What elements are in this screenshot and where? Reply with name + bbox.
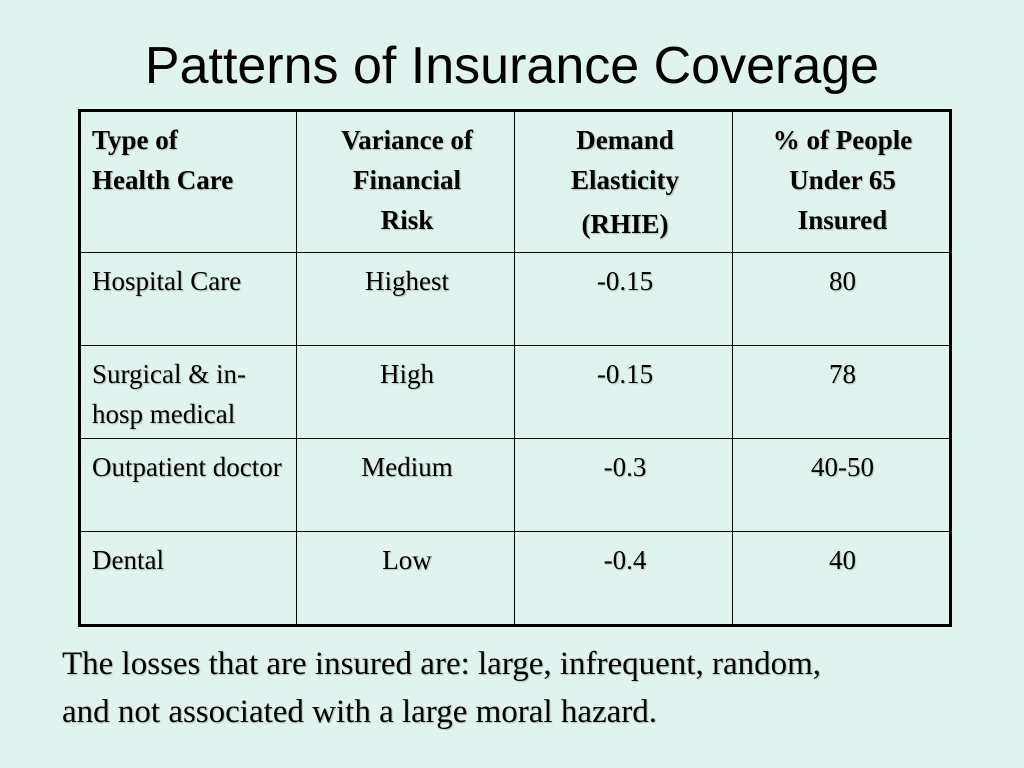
cell-type: Dental [80, 532, 297, 626]
header-text-line: Financial [352, 165, 461, 195]
cell-insured: 78 [733, 346, 951, 439]
header-text-line: Type of [92, 125, 178, 155]
slide-caption [62, 640, 982, 736]
slide-title: Patterns of Insurance Coverage [144, 37, 880, 95]
cell-elasticity: -0.15 [515, 253, 733, 346]
table-header-row [80, 111, 951, 253]
cell-type: Hospital Care [80, 253, 297, 346]
caption-line: and not associated with a large moral hazard. [62, 694, 657, 730]
header-type-of-health-care [80, 111, 297, 253]
header-text-line: Risk [380, 205, 434, 235]
header-text-line: Demand [576, 125, 674, 155]
cell-variance: Medium [297, 439, 515, 532]
cell-elasticity: -0.15 [515, 346, 733, 439]
table-row [80, 439, 951, 532]
cell-insured: 80 [733, 253, 951, 346]
cell-variance: Highest [297, 253, 515, 346]
header-text-line: Under 65 [789, 165, 896, 195]
header-text-line: Elasticity [571, 165, 679, 195]
header-text-line: Insured [797, 205, 888, 235]
cell-variance: Low [297, 532, 515, 626]
cell-elasticity: -0.3 [515, 439, 733, 532]
header-text-line: Health Care [92, 165, 234, 195]
header-text-line: (RHIE) [581, 209, 669, 239]
header-demand-elasticity [515, 111, 733, 253]
cell-type: Outpatient doctor [80, 439, 297, 532]
table-row [80, 346, 951, 439]
caption-line: The losses that are insured are: large, infrequent, random, [62, 646, 822, 682]
cell-type: Surgical & in-hosp medical [80, 346, 297, 439]
table-row [80, 532, 951, 626]
header-percent-insured [733, 111, 951, 253]
insurance-coverage-table [78, 109, 952, 627]
cell-variance: High [297, 346, 515, 439]
table-row [80, 253, 951, 346]
cell-insured: 40-50 [733, 439, 951, 532]
cell-elasticity: -0.4 [515, 532, 733, 626]
header-text-line: Variance of [341, 125, 473, 155]
header-text-line: % of People [772, 125, 913, 155]
cell-insured: 40 [733, 532, 951, 626]
header-variance-of-financial-risk [297, 111, 515, 253]
